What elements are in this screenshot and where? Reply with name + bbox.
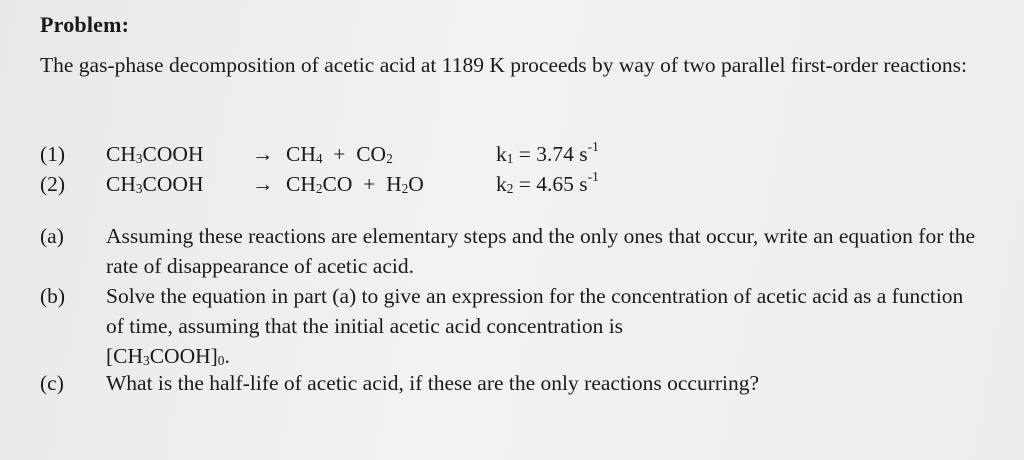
rate-constant: $k_1 = 3.74$ $s^{-1}$ (496, 139, 599, 166)
reaction-products: $CH_2CO + H_2O$ (286, 172, 424, 196)
reaction-arrow: → (252, 142, 274, 166)
part-text: What is the half-life of acetic acid, if these are the only reactions occurring? (106, 371, 760, 395)
reaction-number: (1) (40, 142, 66, 166)
part-text: Solve the equation in part (a) to give an expression for the concentration of acetic acid as a function of time, assuming that the initial acetic acid concentration is $[CH_3COOH]_0$. (106, 284, 964, 368)
question-part-b (40, 281, 980, 371)
part-label: (a) (40, 224, 64, 248)
reaction-products: $CH_4 + CO_2$ (286, 142, 393, 166)
part-text: Assuming these reactions are elementary steps and the only ones that occur, write an equation for the rate of disappearance of acetic acid. (106, 224, 976, 278)
problem-heading: Problem: (40, 12, 130, 37)
reaction-number: (2) (40, 172, 66, 196)
question-part-a (40, 221, 980, 281)
part-label: (c) (40, 371, 64, 395)
reaction-reactant: $CH_3COOH$ (106, 142, 204, 166)
question-part-c (40, 368, 980, 398)
reaction-reactant: $CH_3COOH$ (106, 172, 204, 196)
rate-constant: $k_2 = 4.65$ $s^{-1}$ (496, 169, 599, 196)
part-label: (b) (40, 284, 66, 308)
reaction-arrow: → (252, 172, 274, 196)
problem-intro: The gas-phase decomposition of acetic acid at 1189 K proceeds by way of two parallel first-order reactions: (40, 53, 967, 77)
